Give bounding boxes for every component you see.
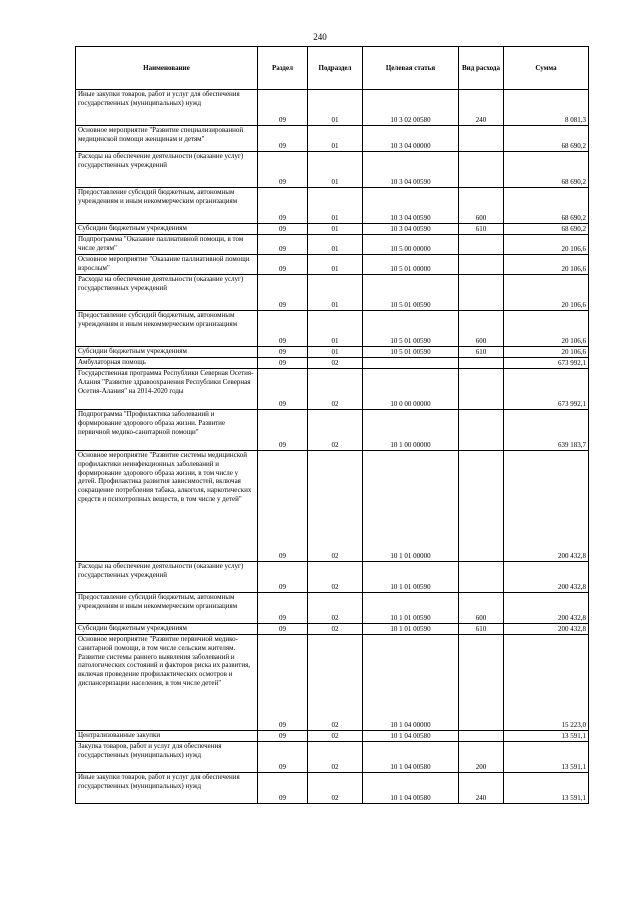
row-kind	[459, 235, 504, 255]
table-row	[76, 152, 589, 188]
row-name: Амбулаторная помощь	[76, 358, 258, 369]
row-section: 09	[258, 624, 308, 635]
table-row	[76, 224, 589, 235]
row-kind: 610	[459, 224, 504, 235]
row-kind	[459, 152, 504, 188]
row-kind: 610	[459, 347, 504, 358]
row-section: 09	[258, 126, 308, 152]
row-subsection: 01	[308, 152, 363, 188]
row-kind	[459, 410, 504, 451]
row-section: 09	[258, 347, 308, 358]
row-sum: 200 432,8	[504, 451, 589, 562]
row-sum: 68 690,2	[504, 152, 589, 188]
header-target: Целевая статья	[363, 47, 459, 90]
row-kind: 610	[459, 624, 504, 635]
row-section: 09	[258, 275, 308, 311]
row-sum: 20 106,6	[504, 347, 589, 358]
row-target: 10 5 01 00000	[363, 255, 459, 275]
row-section: 09	[258, 742, 308, 773]
header-kind: Вид расхода	[459, 47, 504, 90]
row-kind	[459, 369, 504, 410]
row-target: 10 1 01 00590	[363, 624, 459, 635]
row-sum: 639 183,7	[504, 410, 589, 451]
row-section: 09	[258, 358, 308, 369]
row-name: Централизованные закупки	[76, 731, 258, 742]
row-sum: 673 992,1	[504, 369, 589, 410]
row-sum: 20 106,6	[504, 311, 589, 347]
row-subsection: 02	[308, 358, 363, 369]
row-subsection: 02	[308, 635, 363, 731]
row-section: 09	[258, 224, 308, 235]
row-target: 10 1 04 00580	[363, 742, 459, 773]
row-name: Иные закупки товаров, работ и услуг для обеспечения государственных (муниципальных) нужд	[76, 90, 258, 126]
row-sum: 673 992,1	[504, 358, 589, 369]
table-row	[76, 562, 589, 593]
table-row	[76, 410, 589, 451]
row-target: 10 1 04 00000	[363, 635, 459, 731]
row-section: 09	[258, 635, 308, 731]
row-sum: 8 081,3	[504, 90, 589, 126]
row-kind	[459, 275, 504, 311]
row-sum: 15 223,0	[504, 635, 589, 731]
page-number: 240	[313, 32, 327, 42]
row-kind: 240	[459, 773, 504, 804]
table-row	[76, 593, 589, 624]
row-target: 10 5 00 00000	[363, 235, 459, 255]
row-sum: 20 106,6	[504, 235, 589, 255]
row-name: Предоставление субсидий бюджетным, автономным учреждениям и иным некоммерческим организациям	[76, 593, 258, 624]
row-subsection: 01	[308, 311, 363, 347]
row-subsection: 01	[308, 275, 363, 311]
row-target: 10 5 01 00590	[363, 275, 459, 311]
row-target: 10 1 00 00000	[363, 410, 459, 451]
row-target: 10 1 01 00000	[363, 451, 459, 562]
row-sum: 20 106,6	[504, 255, 589, 275]
row-subsection: 01	[308, 224, 363, 235]
table-row	[76, 742, 589, 773]
table-row	[76, 311, 589, 347]
table-row	[76, 731, 589, 742]
row-target: 10 3 04 00590	[363, 152, 459, 188]
row-sum: 68 690,2	[504, 188, 589, 224]
row-subsection: 01	[308, 347, 363, 358]
row-sum: 13 591,1	[504, 773, 589, 804]
row-subsection: 01	[308, 90, 363, 126]
row-kind	[459, 562, 504, 593]
row-name: Основное мероприятие "Развитие специализированной медицинской помощи женщинам и детям"	[76, 126, 258, 152]
row-sum: 68 690,2	[504, 126, 589, 152]
row-section: 09	[258, 152, 308, 188]
row-name: Закупка товаров, работ и услуг для обеспечения государственных (муниципальных) нужд	[76, 742, 258, 773]
row-subsection: 02	[308, 742, 363, 773]
row-section: 09	[258, 255, 308, 275]
row-target: 10 0 00 00000	[363, 369, 459, 410]
row-sum: 68 690,2	[504, 224, 589, 235]
row-name: Основное мероприятие "Развитие системы медицинской профилактики неинфекционных заболеваний и формирование здорового образа жизни, в том числе у детей. Профилактика развития зависимостей, включая сокращение потребления табака, алкоголя, наркотических средств и психотропных веществ, в том числе у детей"	[76, 451, 258, 562]
row-subsection: 01	[308, 188, 363, 224]
table-row	[76, 126, 589, 152]
row-section: 09	[258, 593, 308, 624]
row-name: Предоставление субсидий бюджетным, автономным учреждениям и иным некоммерческим организациям	[76, 311, 258, 347]
row-name: Расходы на обеспечение деятельности (оказание услуг) государственных учреждений	[76, 152, 258, 188]
row-target: 10 1 01 00590	[363, 593, 459, 624]
row-target: 10 1 04 00580	[363, 773, 459, 804]
row-target: 10 1 04 00580	[363, 731, 459, 742]
row-name: Государственная программа Республики Северная Осетия-Алания "Развитие здравоохранения Республики Северная Осетия-Алания" на 2014-2020 годы	[76, 369, 258, 410]
row-section: 09	[258, 773, 308, 804]
row-section: 09	[258, 562, 308, 593]
header-sum: Сумма	[504, 47, 589, 90]
row-sum: 13 591,1	[504, 742, 589, 773]
row-sum: 20 106,6	[504, 275, 589, 311]
row-name: Расходы на обеспечение деятельности (оказание услуг) государственных учреждений	[76, 562, 258, 593]
row-kind: 200	[459, 742, 504, 773]
row-subsection: 02	[308, 410, 363, 451]
row-kind	[459, 731, 504, 742]
row-subsection: 02	[308, 773, 363, 804]
row-name: Подпрограмма "Профилактика заболеваний и формирование здорового образа жизни. Развитие первичной медико-санитарной помощи"	[76, 410, 258, 451]
row-name: Субсидии бюджетным учреждениям	[76, 347, 258, 358]
row-kind: 600	[459, 188, 504, 224]
row-sum: 200 432,8	[504, 562, 589, 593]
budget-table	[75, 46, 589, 804]
row-kind	[459, 635, 504, 731]
table-row	[76, 369, 589, 410]
row-name: Основное мероприятие "Оказание паллиативной помощи взрослым"	[76, 255, 258, 275]
row-kind: 600	[459, 311, 504, 347]
row-target: 10 3 04 00000	[363, 126, 459, 152]
row-section: 09	[258, 451, 308, 562]
table-row	[76, 358, 589, 369]
table-row	[76, 451, 589, 562]
table-row	[76, 188, 589, 224]
row-section: 09	[258, 731, 308, 742]
row-section: 09	[258, 188, 308, 224]
row-subsection: 02	[308, 731, 363, 742]
table-row	[76, 90, 589, 126]
row-name: Расходы на обеспечение деятельности (оказание услуг) государственных учреждений	[76, 275, 258, 311]
table-row	[76, 624, 589, 635]
row-kind	[459, 358, 504, 369]
row-sum: 200 432,8	[504, 624, 589, 635]
table-row	[76, 347, 589, 358]
row-subsection: 01	[308, 255, 363, 275]
row-target: 10 3 02 00580	[363, 90, 459, 126]
row-subsection: 02	[308, 562, 363, 593]
row-name: Подпрограмма "Оказание паллиативной помощи, в том числе детям"	[76, 235, 258, 255]
row-target: 10 3 04 00590	[363, 188, 459, 224]
row-sum: 200 432,8	[504, 593, 589, 624]
row-target: 10 3 04 00590	[363, 224, 459, 235]
row-name: Субсидии бюджетным учреждениям	[76, 624, 258, 635]
table-row	[76, 635, 589, 731]
row-name: Иные закупки товаров, работ и услуг для обеспечения государственных (муниципальных) нужд	[76, 773, 258, 804]
row-target	[363, 358, 459, 369]
header-subsection: Подраздел	[308, 47, 363, 90]
row-subsection: 01	[308, 126, 363, 152]
row-kind	[459, 451, 504, 562]
row-subsection: 02	[308, 593, 363, 624]
table-header-row	[76, 47, 589, 90]
row-sum: 13 591,1	[504, 731, 589, 742]
row-kind: 600	[459, 593, 504, 624]
table-row	[76, 275, 589, 311]
row-subsection: 02	[308, 624, 363, 635]
row-section: 09	[258, 235, 308, 255]
row-kind	[459, 126, 504, 152]
row-name: Предоставление субсидий бюджетным, автономным учреждениям и иным некоммерческим организациям	[76, 188, 258, 224]
table-body	[76, 90, 589, 804]
header-section: Раздел	[258, 47, 308, 90]
row-target: 10 5 01 00590	[363, 311, 459, 347]
row-subsection: 02	[308, 369, 363, 410]
row-name: Субсидии бюджетным учреждениям	[76, 224, 258, 235]
table-row	[76, 255, 589, 275]
header-name: Наименование	[76, 47, 258, 90]
row-section: 09	[258, 410, 308, 451]
row-section: 09	[258, 369, 308, 410]
row-target: 10 1 01 00590	[363, 562, 459, 593]
table-row	[76, 773, 589, 804]
row-kind: 240	[459, 90, 504, 126]
row-section: 09	[258, 311, 308, 347]
table-row	[76, 235, 589, 255]
row-target: 10 5 01 00590	[363, 347, 459, 358]
row-section: 09	[258, 90, 308, 126]
row-kind	[459, 255, 504, 275]
row-subsection: 02	[308, 451, 363, 562]
row-subsection: 01	[308, 235, 363, 255]
row-name: Основное мероприятие "Развитие первичной медико-санитарной помощи, в том числе сельским жителям. Развитие системы раннего выявления заболеваний и патологических состояний и факторов риска их развития, включая проведение профилактических осмотров и диспансеризации населения, в том числе детей"	[76, 635, 258, 731]
